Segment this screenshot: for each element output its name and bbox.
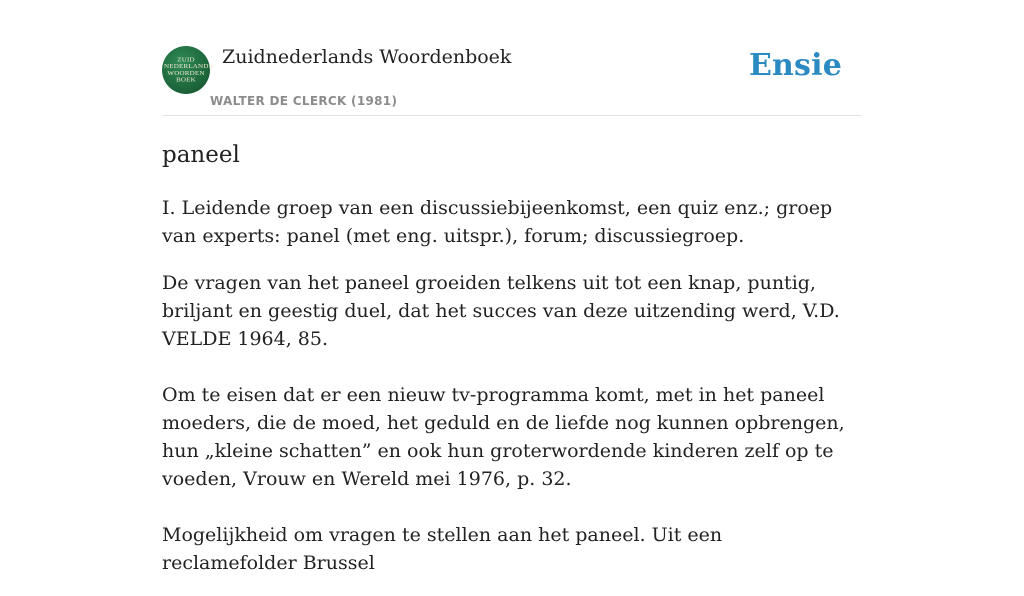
logo-line: WOORDEN (167, 69, 205, 77)
book-logo-text (164, 55, 213, 84)
entry-definition: I. Leidende groep van een discussiebijeenkomst, een quiz enz.; groep van experts: panel (met eng. uitspr.), forum; discussiegroep. (162, 197, 833, 247)
ensie-logo-link[interactable]: Ensie (748, 48, 842, 83)
logo-line: NEDERLANDS (164, 62, 213, 70)
logo-line: BOEK (176, 75, 196, 84)
book-header (162, 46, 862, 116)
entry-headword: paneel (162, 142, 240, 168)
entry-quote: De vragen van het paneel groeiden telkens uit tot een knap, puntig, briljant en geestig duel, dat het succes van deze uitzending werd, V.D. VELDE 1964, 85. (162, 272, 840, 350)
entry-content (162, 138, 862, 596)
book-author: WALTER DE CLERCK (1981) (210, 94, 398, 108)
book-logo[interactable] (162, 46, 213, 94)
book-title-link[interactable]: Zuidnederlands Woordenboek (222, 46, 512, 68)
entry-quote: Om te eisen dat er een nieuw tv-programma komt, met in het paneel moeders, die de moed, het geduld en de liefde nog kunnen opbrengen, hun „kleine schatten” en ook hun groterwordende kinderen zelf op te voeden, Vrouw en Wereld mei 1976, p. 32. (162, 384, 845, 490)
entry-quote: Mogelijkheid om vragen te stellen aan het paneel. Uit een reclamefolder Brussel (162, 524, 723, 574)
logo-line: ZUID (177, 55, 195, 64)
